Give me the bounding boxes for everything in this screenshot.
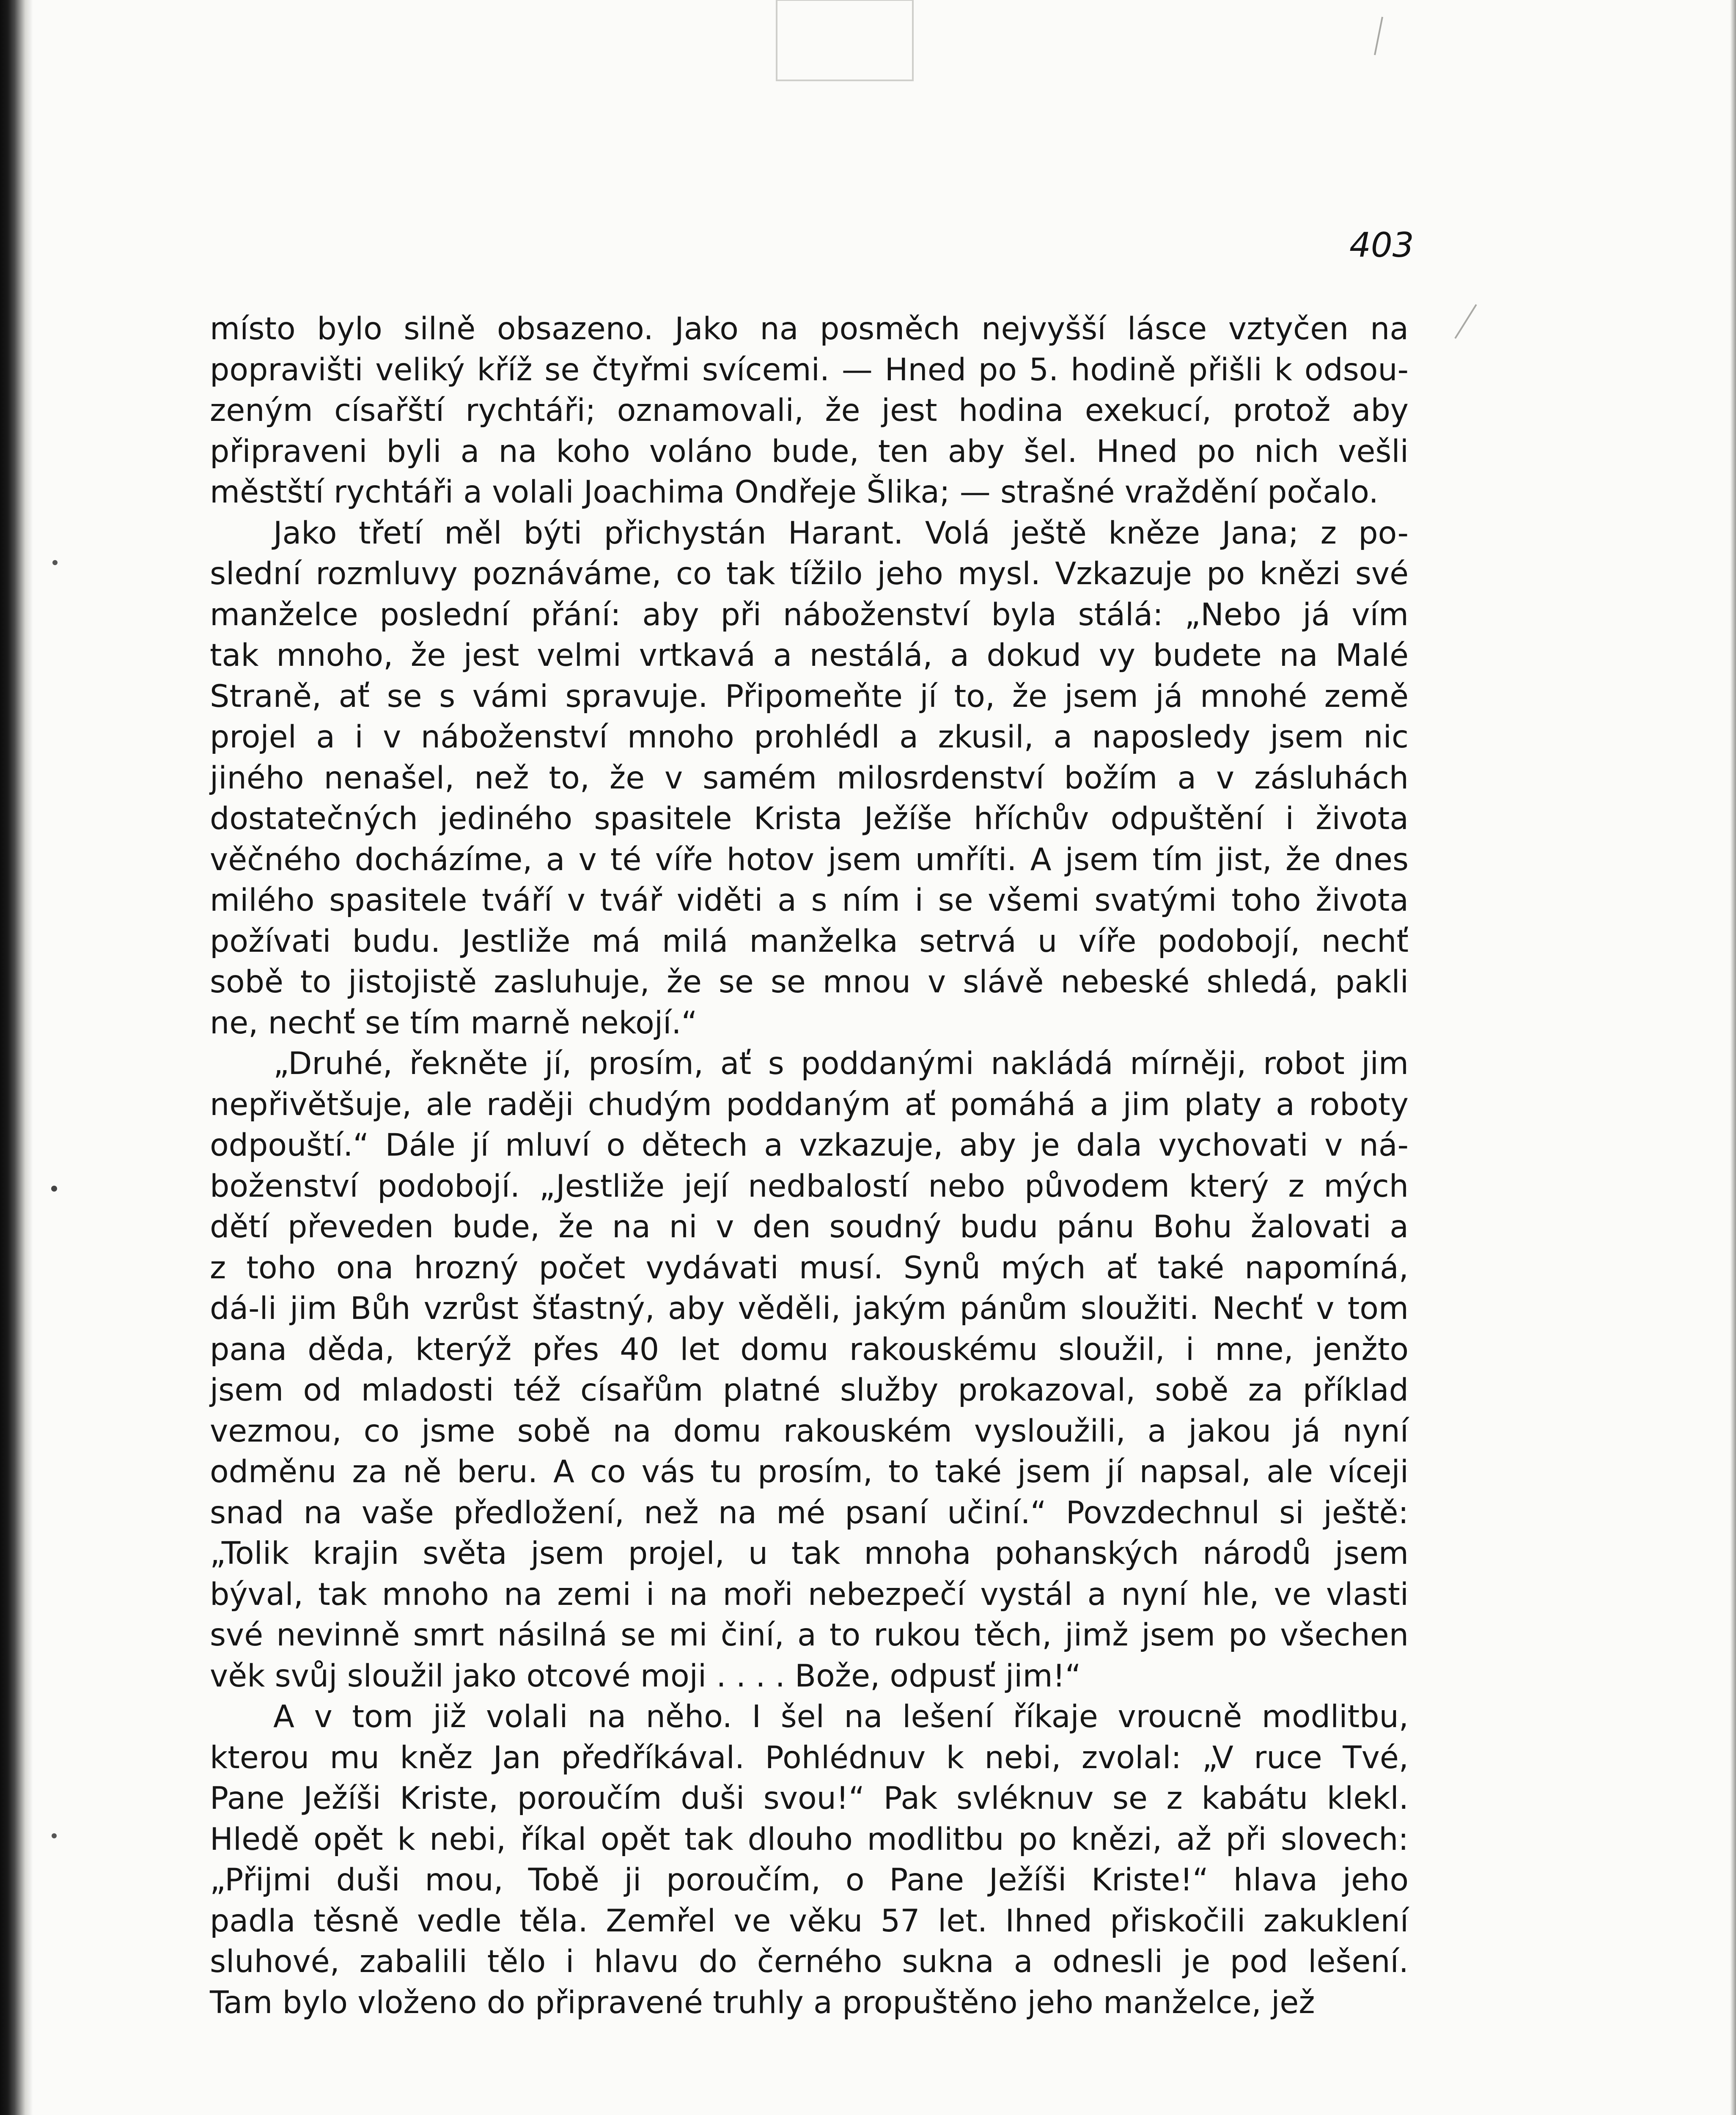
text-line: dětí převeden bude, že na ni v den soudný budu pánu Bohu žalovati a <box>210 1209 1409 1245</box>
text-line: kterou mu kněz Jan předříkával. Pohlédnuv k nebi, zvolal: „V ruce Tvé, <box>210 1739 1409 1776</box>
text-line: městští rychtáři a volali Joachima Ondřeje Šlika; — strašné vraždění počalo. <box>210 474 1379 510</box>
margin-dot <box>51 1186 57 1192</box>
margin-dot <box>52 1833 57 1838</box>
text-line: místo bylo silně obsazeno. Jako na posměch nejvyšší lásce vztyčen na <box>210 311 1409 347</box>
text-line: pana děda, kterýž přes 40 let domu rakouskému sloužil, i mne, jenžto <box>210 1331 1409 1368</box>
text-line: věk svůj sloužil jako otcové moji . . . . Bože, odpusť jim!“ <box>210 1658 1081 1694</box>
scan-edge-left <box>0 0 33 2115</box>
text-line: Tam bylo vloženo do připravené truhly a propuštěno jeho manželce, jež <box>210 1984 1315 2021</box>
text-line: „Tolik krajin světa jsem projel, u tak mnoha pohanských národů jsem <box>210 1535 1409 1571</box>
text-line: A v tom již volali na něho. I šel na lešení říkaje vroucně modlitbu, <box>273 1699 1409 1735</box>
stray-mark <box>1455 305 1476 338</box>
text-line: manželce poslední přání: aby při náboženství byla stálá: „Nebo já vím <box>210 596 1409 633</box>
paragraph <box>210 513 1409 1044</box>
paragraph <box>210 309 1409 513</box>
text-line: milého spasitele tváří v tvář viděti a s ním i se všemi svatými toho života <box>210 882 1409 918</box>
text-line: jiného nenašel, než to, že v samém milosrdenství božím a v zásluhách <box>210 760 1409 796</box>
text-line: z toho ona hrozný počet vydávati musí. Synů mých ať také napomíná, <box>210 1250 1409 1286</box>
text-line: Jako třetí měl býti přichystán Harant. Volá ještě kněze Jana; z po- <box>273 515 1409 551</box>
text-line: Pane Ježíši Kriste, poroučím duši svou!“ Pak svléknuv se z kabátu klekl. <box>210 1780 1409 1816</box>
body-text <box>210 309 1409 2023</box>
text-line: býval, tak mnoho na zemi i na moři nebezpečí vystál a nyní hle, ve vlasti <box>210 1576 1409 1612</box>
text-line: nepřivětšuje, ale raději chudým poddaným ať pomáhá a jim platy a roboty <box>210 1086 1409 1123</box>
text-line: sluhové, zabalili tělo i hlavu do černého sukna a odnesli je pod lešení. <box>210 1944 1409 1980</box>
text-line: Hledě opět k nebi, říkal opět tak dlouho modlitbu po knězi, až při slovech: <box>210 1821 1409 1857</box>
text-line: dostatečných jediného spasitele Krista Ježíše hříchův odpuštění i života <box>210 801 1409 837</box>
text-line: požívati budu. Jestliže má milá manželka setrvá u víře podobojí, nechť <box>210 923 1409 959</box>
paragraph <box>210 1044 1409 1697</box>
text-line: projel a i v náboženství mnoho prohlédl a zkusil, a naposledy jsem nic <box>210 719 1409 755</box>
text-line: zeným císařští rychtáři; oznamovali, že jest hodina exekucí, protož aby <box>210 393 1409 428</box>
binding-mark <box>777 0 913 80</box>
text-line: odpouští.“ Dále jí mluví o dětech a vzkazuje, aby je dala vychovati v ná- <box>210 1127 1409 1163</box>
page-number: 403 <box>1349 225 1414 265</box>
text-line: odměnu za ně beru. A co vás tu prosím, to také jsem jí napsal, ale víceji <box>210 1454 1409 1490</box>
text-line: boženství podobojí. „Jestliže její nedbalostí nebo původem který z mých <box>210 1168 1409 1204</box>
text-line: jsem od mladosti též císařům platné služby prokazoval, sobě za příklad <box>210 1372 1409 1408</box>
text-line: dá-li jim Bůh vzrůst šťastný, aby věděli, jakým pánům sloužiti. Nechť v tom <box>210 1291 1409 1327</box>
text-line: slední rozmluvy poznáváme, co tak tížilo jeho mysl. Vzkazuje po knězi své <box>210 556 1409 592</box>
scan-edge-right <box>1730 0 1736 2115</box>
text-line: „Přijmi duši mou, Tobě ji poroučím, o Pane Ježíši Kriste!“ hlava jeho <box>210 1862 1409 1898</box>
text-line: sobě to jistojistě zasluhuje, že se se mnou v slávě nebeské shledá, pakli <box>210 964 1409 1000</box>
text-line: snad na vaše předložení, než na mé psaní učiní.“ Povzdechnul si ještě: <box>210 1494 1409 1531</box>
text-line: tak mnoho, že jest velmi vrtkavá a nestálá, a dokud vy budete na Malé <box>210 637 1409 673</box>
text-line: ne, nechť se tím marně nekojí.“ <box>210 1005 698 1041</box>
text-line: věčného docházíme, a v té víře hotov jsem umříti. A jsem tím jist, že dnes <box>210 841 1409 878</box>
text-line: „Druhé, řekněte jí, prosím, ať s poddanými nakládá mírněji, robot jim <box>273 1046 1409 1082</box>
text-line: své nevinně smrt násilná se mi činí, a to rukou těch, jimž jsem po všechen <box>210 1617 1409 1653</box>
paragraph <box>210 1697 1409 2023</box>
text-line: připraveni byli a na koho voláno bude, ten aby šel. Hned po nich vešli <box>210 433 1409 470</box>
text-line: padla těsně vedle těla. Zemřel ve věku 57 let. Ihned přiskočili zakuklení <box>210 1903 1409 1939</box>
text-line: vezmou, co jsme sobě na domu rakouském vysloužili, a jakou já nyní <box>210 1413 1409 1449</box>
stray-mark <box>1375 17 1382 55</box>
text-line: popravišti veliký kříž se čtyřmi svícemi. — Hned po 5. hodině přišli k odsou- <box>210 352 1409 388</box>
text-line: Straně, ať se s vámi spravuje. Připomeňte jí to, že jsem já mnohé země <box>210 678 1409 714</box>
margin-dot <box>52 560 58 565</box>
